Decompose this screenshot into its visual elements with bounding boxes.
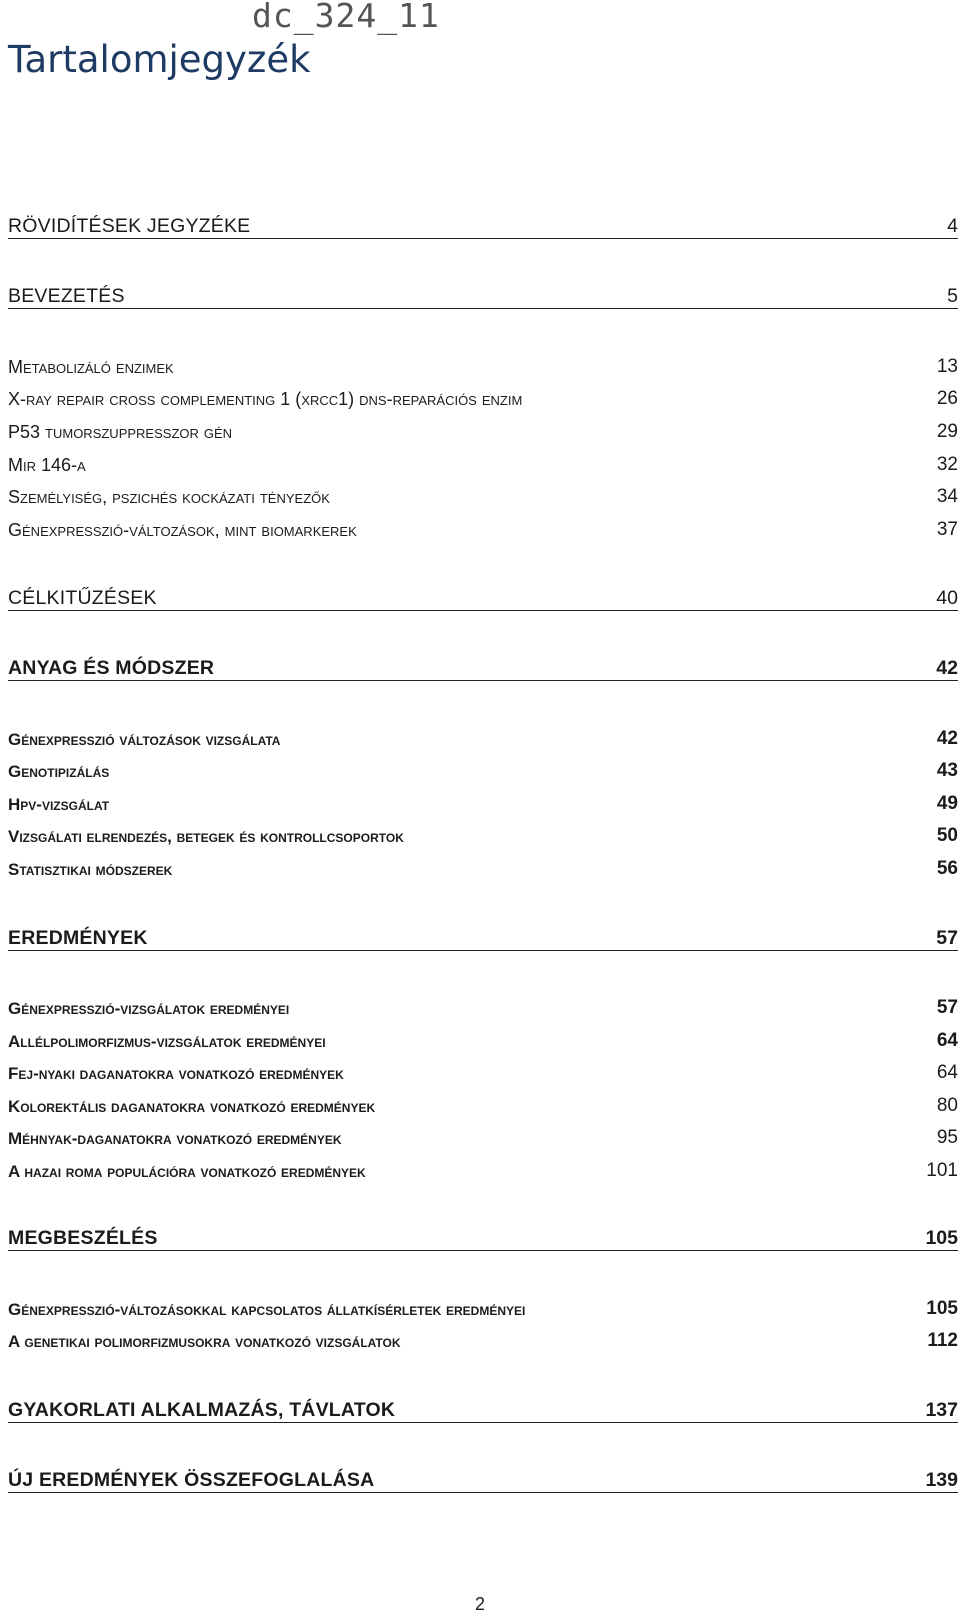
toc-entry-page: 57 xyxy=(936,927,958,949)
toc-entry-label: ANYAG ÉS MÓDSZER xyxy=(8,657,215,679)
toc-entry[interactable] xyxy=(8,756,958,782)
toc-entry-label: Metabolizáló enzimek xyxy=(8,357,174,377)
toc-entry[interactable] xyxy=(8,993,958,1019)
toc-entry-label: ÚJ EREDMÉNYEK ÖSSZEFOGLALÁSA xyxy=(8,1469,375,1491)
toc-entry[interactable] xyxy=(8,417,958,443)
toc-entry-page: 64 xyxy=(936,1062,958,1083)
toc-entry-label: Statisztikai módszerek xyxy=(8,860,173,879)
toc-entry-label: Génexpresszió-változások, mint biomarkerek xyxy=(8,520,357,540)
toc-entry-page: 56 xyxy=(936,858,958,879)
toc-entry-label: Kolorektális daganatokra vonatkozó eredmények xyxy=(8,1097,376,1116)
toc-entry-label: Génexpresszió-vizsgálatok eredményei xyxy=(8,999,290,1018)
toc-entry-page: 42 xyxy=(936,657,958,679)
toc-entry-label: Mir 146-a xyxy=(8,455,86,475)
toc-entry[interactable] xyxy=(8,1058,958,1084)
toc-entry-results[interactable] xyxy=(8,920,958,951)
document-code: dc_324_11 xyxy=(252,0,440,35)
toc-entry-page: 137 xyxy=(925,1399,958,1421)
toc-entry-label: A genetikai polimorfizmusokra vonatkozó vizsgálatok xyxy=(8,1332,401,1351)
toc-entry-label: GYAKORLATI ALKALMAZÁS, TÁVLATOK xyxy=(8,1399,396,1421)
toc-entry-page: 26 xyxy=(936,388,958,409)
toc-entry-page: 13 xyxy=(936,356,958,377)
toc-entry-page: 5 xyxy=(947,285,958,307)
toc-entry[interactable] xyxy=(8,821,958,847)
toc-entry[interactable] xyxy=(8,1123,958,1149)
toc-entry-page: 80 xyxy=(936,1095,958,1116)
page-title: Tartalomjegyzék xyxy=(8,38,311,81)
toc-entry[interactable] xyxy=(8,1026,958,1052)
toc-entry-page: 40 xyxy=(936,587,958,609)
toc-entry-label: Fej-nyaki daganatokra vonatkozó eredmények xyxy=(8,1064,344,1083)
toc-entry-label: X-ray repair cross complementing 1 (xrcc1) dns-reparációs enzim xyxy=(8,389,523,409)
toc-entry-page: 95 xyxy=(936,1127,958,1148)
toc-entry-practical-applications[interactable] xyxy=(8,1392,958,1423)
toc-entry-label: Génexpresszió változások vizsgálata xyxy=(8,730,281,749)
toc-entry[interactable] xyxy=(8,352,958,378)
toc-entry[interactable] xyxy=(8,854,958,880)
toc-entry[interactable] xyxy=(8,515,958,541)
toc-entry-page: 57 xyxy=(936,997,958,1018)
toc-entry-label: CÉLKITŰZÉSEK xyxy=(8,587,157,609)
toc-entry-introduction[interactable] xyxy=(8,278,958,309)
toc-entry-objectives[interactable] xyxy=(8,580,958,611)
toc-entry-page: 29 xyxy=(936,421,958,442)
toc-entry-label: Személyiség, pszichés kockázati tényezők xyxy=(8,487,330,507)
toc-entry-label: MEGBESZÉLÉS xyxy=(8,1227,158,1249)
toc-entry-page: 139 xyxy=(925,1469,958,1491)
toc-entry-page: 50 xyxy=(936,825,958,846)
toc-entry[interactable] xyxy=(8,482,958,508)
toc-entry-new-results-summary[interactable] xyxy=(8,1462,958,1493)
toc-entry-page: 43 xyxy=(936,760,958,781)
toc-entry-page: 112 xyxy=(927,1330,958,1351)
toc-entry-label: Méhnyak-daganatokra vonatkozó eredmények xyxy=(8,1129,342,1148)
page-number: 2 xyxy=(474,1594,485,1614)
toc-entry-label: EREDMÉNYEK xyxy=(8,927,148,949)
toc-entry-label: A hazai roma populációra vonatkozó eredmények xyxy=(8,1162,366,1181)
toc-entry-page: 42 xyxy=(936,728,958,749)
toc-entry-label: Hpv-vizsgálat xyxy=(8,795,110,814)
toc-entry-label: Genotipizálás xyxy=(8,762,110,781)
toc-entry-page: 105 xyxy=(926,1298,958,1319)
toc-entry[interactable] xyxy=(8,450,958,476)
toc-entry[interactable] xyxy=(8,1326,958,1352)
toc-entry-discussion[interactable] xyxy=(8,1220,958,1251)
toc-entry-page: 105 xyxy=(925,1227,958,1249)
toc-entry-page: 64 xyxy=(936,1030,958,1051)
toc-entry-abbreviations[interactable] xyxy=(8,208,958,239)
toc-entry[interactable] xyxy=(8,1294,958,1320)
toc-entry-label: BEVEZETÉS xyxy=(8,285,125,307)
toc-entry-page: 49 xyxy=(936,793,958,814)
toc-entry-page: 32 xyxy=(936,454,958,475)
toc-entry-label: Génexpresszió-változásokkal kapcsolatos állatkísérletek eredményei xyxy=(8,1300,526,1319)
toc-entry-label: Vizsgálati elrendezés, betegek és kontrollcsoportok xyxy=(8,827,404,846)
toc-entry[interactable] xyxy=(8,1156,958,1182)
toc-entry-page: 34 xyxy=(936,486,958,507)
toc-entry-materials-methods[interactable] xyxy=(8,650,958,681)
toc-entry[interactable] xyxy=(8,724,958,750)
toc-entry[interactable] xyxy=(8,789,958,815)
toc-entry-page: 4 xyxy=(947,215,958,237)
toc-entry-page: 37 xyxy=(936,519,958,540)
toc-entry[interactable] xyxy=(8,1091,958,1117)
toc-entry-page: 101 xyxy=(926,1160,958,1181)
toc-entry-label: Allélpolimorfizmus-vizsgálatok eredményei xyxy=(8,1032,326,1051)
toc-entry[interactable] xyxy=(8,384,958,410)
toc-entry-label: RÖVIDÍTÉSEK JEGYZÉKE xyxy=(8,215,251,237)
toc-entry-label: P53 tumorszuppresszor gén xyxy=(8,422,233,442)
